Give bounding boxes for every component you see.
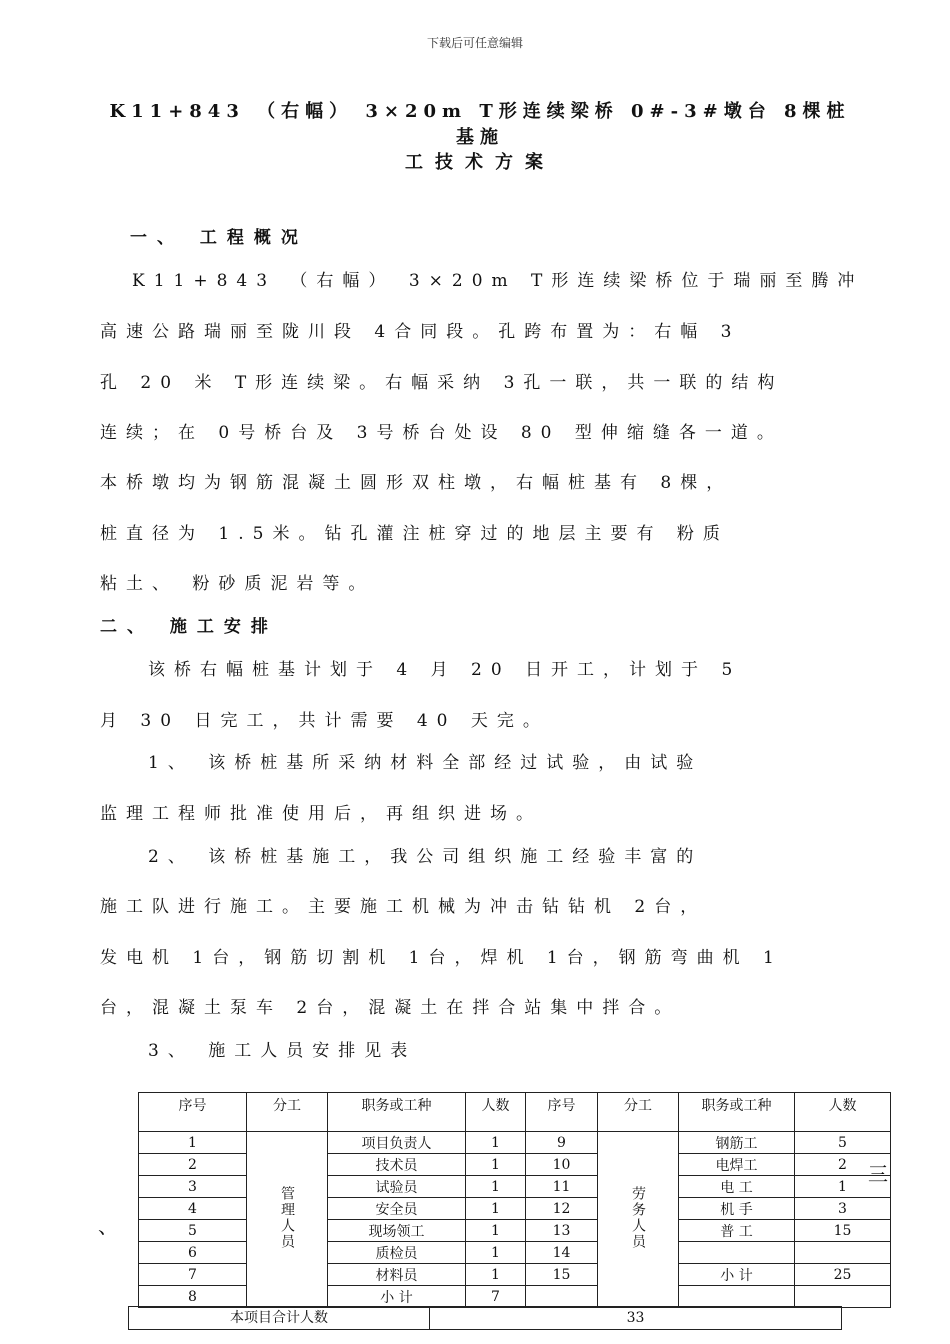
section1-line: 本桥墩均为钢筋混凝土圆形双柱墩，右幅桩基有 8棵， xyxy=(100,473,733,493)
table-cell: 小 计 xyxy=(328,1286,466,1308)
table-cell: 质检员 xyxy=(328,1242,466,1264)
table-cell: 7 xyxy=(466,1286,526,1308)
table-header: 分工 xyxy=(247,1093,328,1132)
table-cell: 7 xyxy=(139,1264,247,1286)
table-cell: 安全员 xyxy=(328,1198,466,1220)
table-cell: 2 xyxy=(139,1154,247,1176)
section2-line: 3、 施工人员安排见表 xyxy=(148,1041,417,1061)
group-cell-labor xyxy=(598,1132,679,1308)
table-cell: 机 手 xyxy=(679,1198,795,1220)
table-header: 职务或工种 xyxy=(328,1093,466,1132)
section1-line: 粘土、 粉砂质泥岩等。 xyxy=(100,574,375,594)
table-cell: 材料员 xyxy=(328,1264,466,1286)
table-header: 分工 xyxy=(598,1093,679,1132)
table-cell: 1 xyxy=(466,1154,526,1176)
table-cell: 普 工 xyxy=(679,1220,795,1242)
section3-punctuation-mark: 、 xyxy=(98,1214,118,1238)
section2-line: 1、 该桥桩基所采纳材料全部经过试验，由试验 xyxy=(148,753,703,773)
table-cell: 6 xyxy=(139,1242,247,1264)
table-cell: 技术员 xyxy=(328,1154,466,1176)
group-label-labor: 劳务人员 xyxy=(630,1185,646,1250)
table-cell: 现场领工 xyxy=(328,1220,466,1242)
table-cell: 1 xyxy=(466,1220,526,1242)
table-cell: 14 xyxy=(526,1242,598,1264)
table-cell: 12 xyxy=(526,1198,598,1220)
table-cell: 5 xyxy=(795,1132,891,1154)
table-cell: 2 xyxy=(795,1154,891,1176)
table-cell: 项目负责人 xyxy=(328,1132,466,1154)
section1-line: 高速公路瑞丽至陇川段 4合同段。孔跨布置为：右幅 3 xyxy=(100,322,741,342)
group-cell-management xyxy=(247,1132,328,1308)
section1-line: 连续；在 0号桥台及 3号桥台处设 80 型伸缩缝各一道。 xyxy=(100,423,783,443)
table-cell: 25 xyxy=(795,1264,891,1286)
section1-line: 孔 20 米 T形连续梁。右幅采纳 3孔一联，共一联的结构 xyxy=(100,373,784,393)
page-header: 下载后可任意编辑 xyxy=(426,36,523,50)
table-cell: 1 xyxy=(466,1198,526,1220)
table-cell: 11 xyxy=(526,1176,598,1198)
table-cell: 10 xyxy=(526,1154,598,1176)
total-label: 本项目合计人数 xyxy=(129,1307,430,1329)
table-header: 职务或工种 xyxy=(679,1093,795,1132)
section2-heading: 二、 施工安排 xyxy=(100,617,278,637)
table-cell xyxy=(679,1286,795,1308)
section3-number-mark: 三 xyxy=(868,1162,888,1186)
table-cell: 电 工 xyxy=(679,1176,795,1198)
document-title-line2: 工技术方案 xyxy=(405,152,555,173)
section2-line: 监理工程师批准使用后，再组织进场。 xyxy=(100,804,542,824)
table-cell: 1 xyxy=(139,1132,247,1154)
table-header: 人数 xyxy=(795,1093,891,1132)
table-cell: 钢筋工 xyxy=(679,1132,795,1154)
table-header-row xyxy=(139,1093,891,1132)
table-cell: 8 xyxy=(139,1286,247,1308)
section2-line: 该桥右幅桩基计划于 4 月 20 日开工，计划于 5 xyxy=(148,660,742,680)
section2-line: 2、 该桥桩基施工，我公司组织施工经验丰富的 xyxy=(148,847,703,867)
table-cell: 1 xyxy=(466,1176,526,1198)
section1-line: K11+843 （右幅） 3×20m T形连续梁桥位于瑞丽至腾冲 xyxy=(132,271,864,291)
table-cell xyxy=(679,1242,795,1264)
table-header: 序号 xyxy=(526,1093,598,1132)
document-title-line1: K11+843 （右幅） 3×20m T形连续梁桥 0#-3#墩台 8棵桩基施 xyxy=(109,101,851,148)
table-row xyxy=(139,1132,891,1154)
table-cell: 3 xyxy=(795,1198,891,1220)
table-cell: 13 xyxy=(526,1220,598,1242)
table-cell: 4 xyxy=(139,1198,247,1220)
table-cell: 15 xyxy=(526,1264,598,1286)
table-cell: 5 xyxy=(139,1220,247,1242)
table-cell: 1 xyxy=(466,1242,526,1264)
group-label-management: 管理人员 xyxy=(279,1185,295,1250)
section1-line: 桩直径为 1.5米。钻孔灌注桩穿过的地层主要有 粉质 xyxy=(100,524,729,544)
table-cell: 3 xyxy=(139,1176,247,1198)
table-cell xyxy=(526,1286,598,1308)
table-cell: 15 xyxy=(795,1220,891,1242)
section2-line: 发电机 1台，钢筋切割机 1台，焊机 1台，钢筋弯曲机 1 xyxy=(100,948,783,968)
table-cell: 小 计 xyxy=(679,1264,795,1286)
table-cell xyxy=(795,1286,891,1308)
table-cell: 试验员 xyxy=(328,1176,466,1198)
table-total-row xyxy=(128,1306,842,1330)
table-cell xyxy=(795,1242,891,1264)
section1-heading: 一、 工程概况 xyxy=(130,228,308,248)
table-cell: 1 xyxy=(466,1132,526,1154)
table-cell: 1 xyxy=(466,1264,526,1286)
section2-line: 施工队进行施工。主要施工机械为冲击钻钻机 2台， xyxy=(100,897,707,917)
section2-line: 月 30 日完工，共计需要 40 天完。 xyxy=(100,711,549,731)
table-header: 人数 xyxy=(466,1093,526,1132)
table-cell: 电焊工 xyxy=(679,1154,795,1176)
total-value: 33 xyxy=(626,1310,645,1326)
table-cell: 9 xyxy=(526,1132,598,1154)
staff-table xyxy=(138,1092,891,1308)
table-cell: 1 xyxy=(795,1176,891,1198)
section2-line: 台，混凝土泵车 2台，混凝土在拌合站集中拌合。 xyxy=(100,998,681,1018)
table-header: 序号 xyxy=(139,1093,247,1132)
